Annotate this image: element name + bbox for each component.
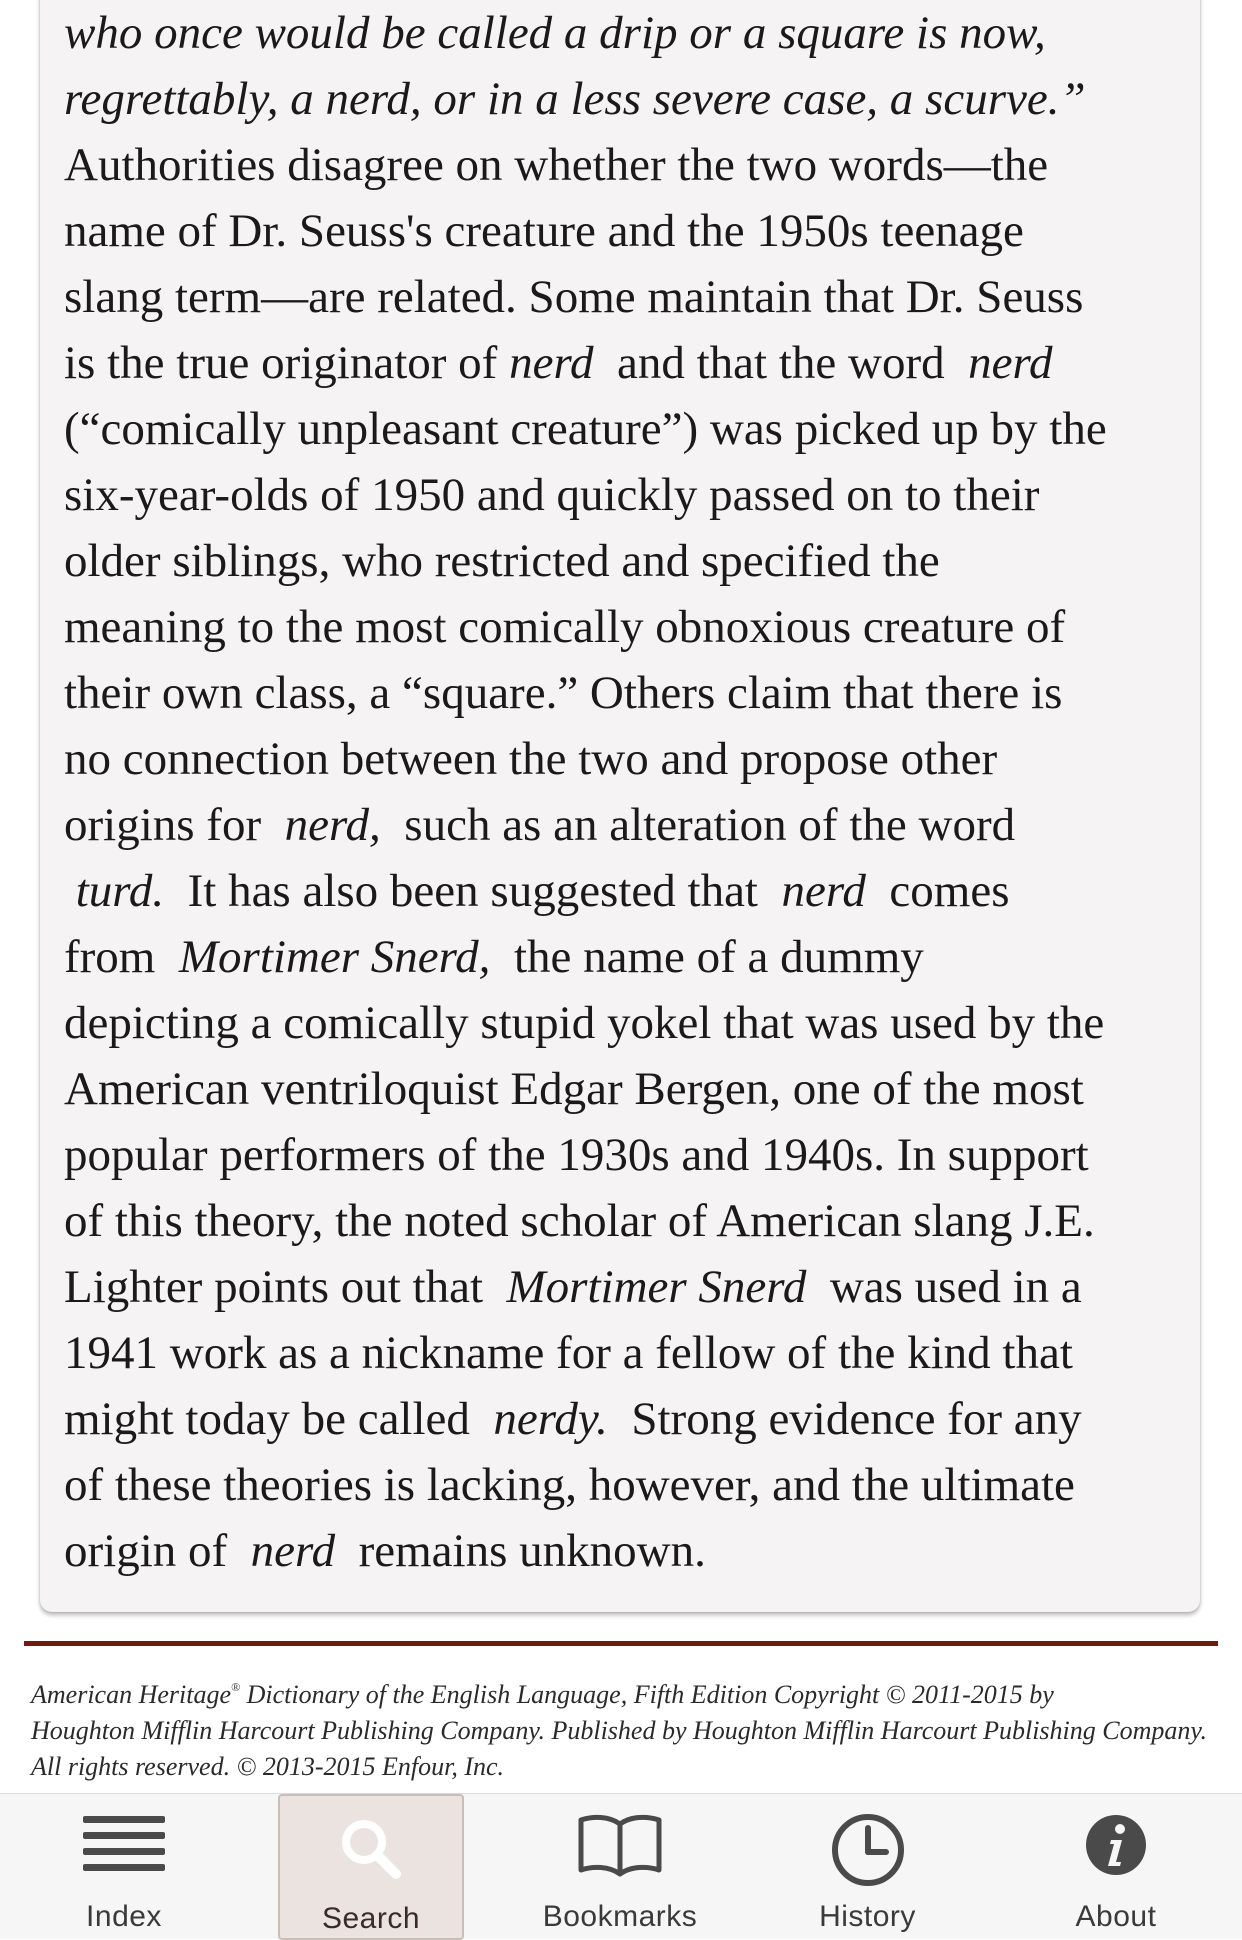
copyright-line: American Heritage	[31, 1680, 232, 1709]
entry-note-text	[64, 0, 1194, 1584]
entry-line: American ventriloquist Edgar Bergen, one of the most	[64, 1063, 1084, 1115]
search-icon	[336, 1814, 406, 1889]
section-divider	[24, 1641, 1218, 1646]
entry-italic-word: nerd	[509, 337, 594, 389]
entry-italic-word: nerdy.	[493, 1393, 608, 1445]
entry-line: It has also been suggested that	[164, 865, 782, 917]
tab-index[interactable]	[48, 1794, 200, 1940]
entry-line: slang term—are related. Some maintain that Dr. Seuss	[64, 271, 1084, 323]
entry-line: from	[64, 931, 179, 983]
copyright-notice	[31, 1677, 1221, 1785]
tab-label: Index	[86, 1900, 162, 1933]
entry-italic-word: nerd	[250, 1525, 336, 1577]
copyright-line: All rights reserved. © 2013-2015 Enfour, Inc.	[31, 1752, 505, 1781]
entry-italic-word: nerd,	[284, 799, 381, 851]
entry-line: Lighter points out that	[64, 1261, 507, 1313]
entry-line: such as an alteration of the word	[380, 799, 1016, 851]
tab-label: Bookmarks	[542, 1900, 698, 1933]
entry-line: six-year-olds of 1950 and quickly passed on to their	[64, 469, 1040, 521]
entry-line: and that the word	[593, 337, 969, 389]
entry-line	[64, 865, 76, 917]
tab-history[interactable]	[790, 1794, 945, 1940]
tab-bookmarks[interactable]	[530, 1794, 710, 1940]
tab-label: History	[819, 1900, 916, 1933]
entry-line: Authorities disagree on whether the two words—the	[64, 139, 1049, 191]
entry-line: Strong evidence for any	[607, 1393, 1082, 1445]
entry-line: depicting a comically stupid yokel that was used by the	[64, 997, 1105, 1049]
entry-italic-word: nerd	[968, 337, 1053, 389]
clock-icon	[830, 1812, 906, 1893]
entry-line: no connection between the two and propose other	[64, 733, 998, 785]
copyright-line: Houghton Mifflin Harcourt Publishing Company. Published by Houghton Mifflin Harcourt Publishing Company.	[31, 1716, 1207, 1745]
entry-line: of these theories is lacking, however, and the ultimate	[64, 1459, 1075, 1511]
info-icon	[1083, 1812, 1149, 1883]
entry-line: regrettably, a nerd, or in a less severe case, a scurve.”	[64, 73, 1086, 125]
entry-line: might today be called	[64, 1393, 494, 1445]
entry-line: name of Dr. Seuss's creature and the 1950s teenage	[64, 205, 1024, 257]
entry-line: older siblings, who restricted and specified the	[64, 535, 940, 587]
entry-line: remains unknown.	[335, 1525, 706, 1577]
entry-line: (“comically unpleasant creature”) was picked up by the	[64, 403, 1107, 455]
entry-italic-word: Mortimer Snerd	[506, 1261, 807, 1313]
entry-line: their own class, a “square.” Others claim that there is	[64, 667, 1063, 719]
book-icon	[575, 1812, 665, 1883]
bottom-tab-bar	[0, 1793, 1242, 1939]
tab-about[interactable]	[1040, 1794, 1192, 1940]
entry-line: comes	[865, 865, 1010, 917]
entry-line: meaning to the most comically obnoxious creature of	[64, 601, 1066, 653]
entry-italic-word: nerd	[781, 865, 866, 917]
tab-label: About	[1075, 1900, 1157, 1933]
entry-line: popular performers of the 1930s and 1940s. In support	[64, 1129, 1089, 1181]
entry-italic-word: Mortimer Snerd,	[178, 931, 491, 983]
entry-line: origins for	[64, 799, 285, 851]
entry-line: origin of	[64, 1525, 251, 1577]
registered-mark: ®	[231, 1680, 241, 1694]
entry-line: 1941 work as a nickname for a fellow of the kind that	[64, 1327, 1073, 1379]
entry-line: is the true originator of	[64, 337, 510, 389]
copyright-line: Dictionary of the English Language, Fifth Edition Copyright © 2011-2015 by	[240, 1680, 1054, 1709]
entry-line: the name of a dummy	[490, 931, 924, 983]
menu-icon	[81, 1812, 167, 1883]
entry-line: was used in a	[806, 1261, 1082, 1313]
entry-italic-word: turd.	[75, 865, 165, 917]
entry-line: who once would be called a drip or a square is now,	[64, 7, 1046, 59]
tab-search[interactable]	[278, 1794, 464, 1940]
entry-line: of this theory, the noted scholar of American slang J.E.	[64, 1195, 1095, 1247]
tab-label: Search	[321, 1902, 421, 1935]
